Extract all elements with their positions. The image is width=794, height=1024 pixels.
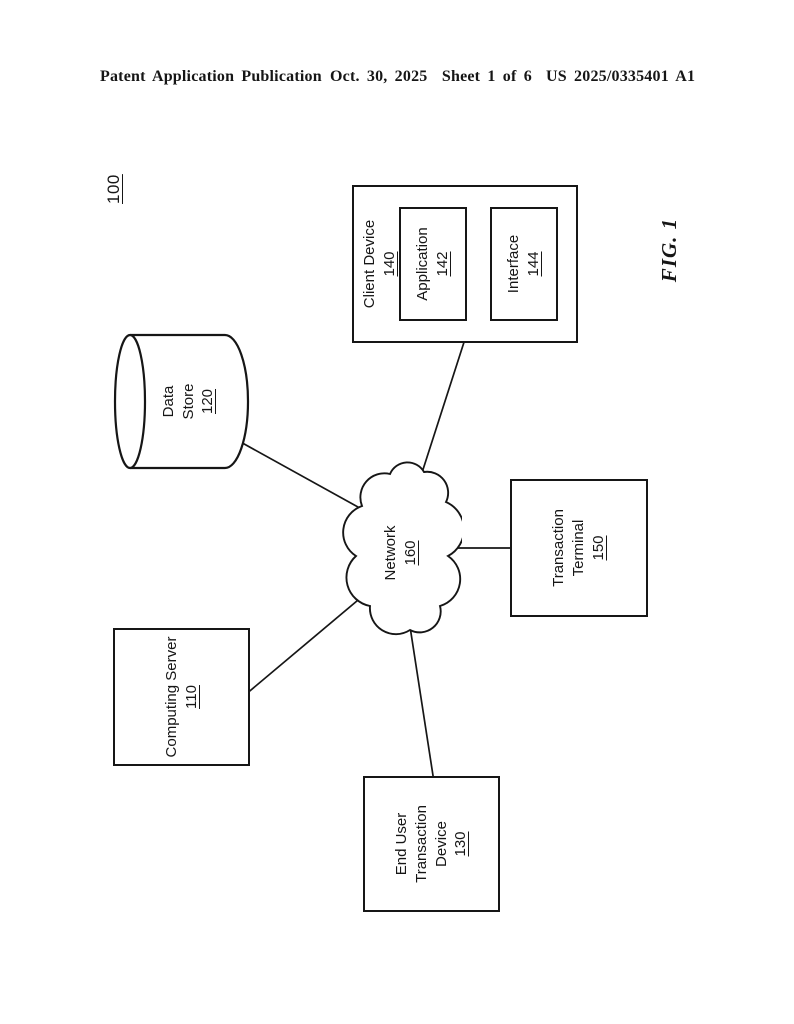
network-label: Network 160 [382,525,419,581]
header-publication-type: Patent Application Publication [100,68,322,85]
node-label: End User [392,812,410,876]
figure-canvas [85,130,705,930]
node-label: Computing Server [162,636,180,758]
figure-reference-number: 100 [104,174,123,204]
page-header [0,0,794,100]
node-ref-number: 144 [525,251,542,277]
node-label: Terminal [570,519,588,577]
node-computing-server [113,628,250,766]
node-ref-number: 130 [452,831,470,857]
node-label: Transaction [550,509,568,587]
header-document-number: US 2025/0335401 A1 [546,68,696,85]
node-data-store [113,333,250,470]
node-ref-number: 110 [182,685,200,709]
node-label: Interface [505,234,523,294]
node-label: Client Device [361,219,378,309]
node-label: Device [432,821,450,867]
node-label: Transaction [412,805,430,883]
node-network [340,458,462,648]
node-ref-number: 160 [402,540,419,566]
node-label: Application [414,227,432,301]
node-ref-number: 150 [589,535,607,561]
node-ref-number: 140 [380,251,398,277]
node-client-device [352,185,578,343]
node-ref-number: 120 [199,388,217,415]
header-date-and-sheet: Oct. 30, 2025 Sheet 1 of 6 [330,68,532,85]
node-end-user-transaction-device [363,776,500,912]
node-interface [490,207,558,321]
node-application [399,207,467,321]
node-ref-number: 142 [434,251,451,277]
figure-caption: FIG. 1 [657,217,681,283]
data-store-label: Data Store 120 [159,383,217,420]
node-transaction-terminal [510,479,648,617]
